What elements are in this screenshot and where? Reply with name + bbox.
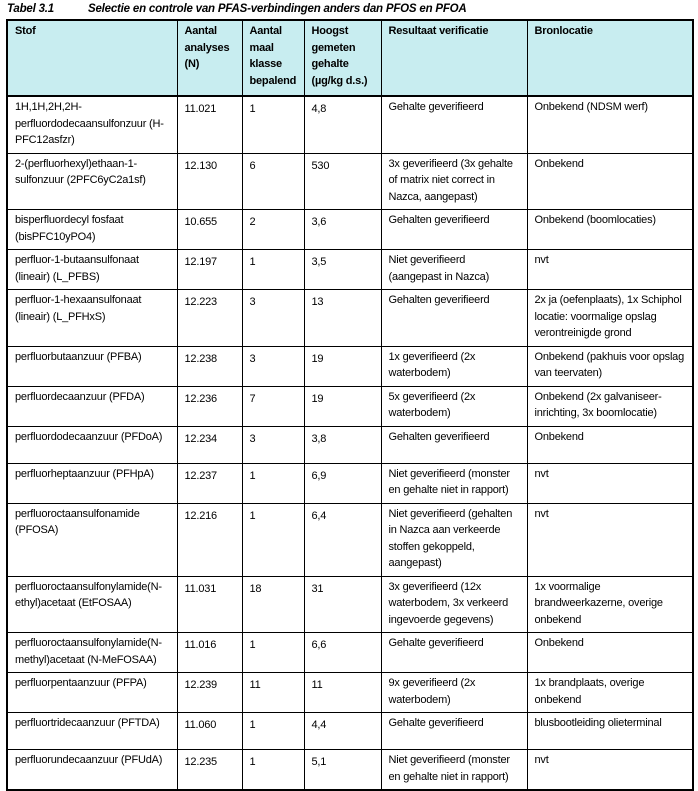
cell: perfluordecaanzuur (PFDA) — [7, 386, 177, 426]
column-header-4: Resultaat verificatie — [381, 20, 527, 96]
table-row — [7, 576, 693, 633]
cell: Gehalten geverifieerd — [381, 210, 527, 250]
column-header-5: Bronlocatie — [527, 20, 693, 96]
cell: Niet geverifieerd (aangepast in Nazca) — [381, 250, 527, 290]
column-header-1: Aantal analyses (N) — [177, 20, 242, 96]
cell: 1 — [242, 713, 304, 750]
pfas-table — [6, 19, 694, 791]
cell: 18 — [242, 576, 304, 633]
table-row — [7, 96, 693, 153]
cell: Onbekend (pakhuis voor opslag van teervaten) — [527, 346, 693, 386]
cell: 19 — [304, 386, 381, 426]
header-row — [7, 20, 693, 96]
cell: 5x geverifieerd (2x waterbodem) — [381, 386, 527, 426]
cell: 12.239 — [177, 673, 242, 713]
column-header-2: Aantal maal klasse bepalend — [242, 20, 304, 96]
table-row — [7, 673, 693, 713]
cell: 3 — [242, 426, 304, 463]
table-row — [7, 713, 693, 750]
cell: nvt — [527, 250, 693, 290]
cell: 1 — [242, 503, 304, 576]
cell: 11.060 — [177, 713, 242, 750]
cell: Gehalte geverifieerd — [381, 96, 527, 153]
cell: Onbekend (NDSM werf) — [527, 96, 693, 153]
table-row — [7, 750, 693, 791]
cell: Gehalten geverifieerd — [381, 290, 527, 347]
table-row — [7, 290, 693, 347]
cell: 11 — [304, 673, 381, 713]
cell: perfluoroctaansulfonamide (PFOSA) — [7, 503, 177, 576]
cell: 12.236 — [177, 386, 242, 426]
cell: 5,1 — [304, 750, 381, 791]
cell: Onbekend — [527, 426, 693, 463]
cell: 1x voormalige brandweerkazerne, overige onbekend — [527, 576, 693, 633]
cell: nvt — [527, 750, 693, 791]
table-row — [7, 346, 693, 386]
cell: 7 — [242, 386, 304, 426]
cell: perfluortridecaanzuur (PFTDA) — [7, 713, 177, 750]
cell: 6,4 — [304, 503, 381, 576]
cell: 3 — [242, 346, 304, 386]
pfas-table-body — [7, 96, 693, 790]
cell: 2-(perfluorhexyl)ethaan-1-sulfonzuur (2PFC6yC2a1sf) — [7, 153, 177, 210]
cell: Gehalte geverifieerd — [381, 713, 527, 750]
cell: 3,5 — [304, 250, 381, 290]
cell: perfluorbutaanzuur (PFBA) — [7, 346, 177, 386]
table-row — [7, 463, 693, 503]
cell: nvt — [527, 503, 693, 576]
cell: perfluorheptaanzuur (PFHpA) — [7, 463, 177, 503]
cell: 3x geverifieerd (3x gehalte of matrix niet correct in Nazca, aangepast) — [381, 153, 527, 210]
cell: perfluoroctaansulfonylamide(N-methyl)acetaat (N-MeFOSAA) — [7, 633, 177, 673]
cell: perfluorundecaanzuur (PFUdA) — [7, 750, 177, 791]
cell: 1 — [242, 633, 304, 673]
cell: 10.655 — [177, 210, 242, 250]
cell: 11.021 — [177, 96, 242, 153]
cell: 31 — [304, 576, 381, 633]
cell: 1x geverifieerd (2x waterbodem) — [381, 346, 527, 386]
cell: Niet geverifieerd (gehalten in Nazca aan verkeerde stoffen gekoppeld, aangepast) — [381, 503, 527, 576]
cell: 12.237 — [177, 463, 242, 503]
column-header-3: Hoogst gemeten gehalte (µg/kg d.s.) — [304, 20, 381, 96]
cell: 1 — [242, 463, 304, 503]
pfas-table-header — [7, 20, 693, 96]
table-row — [7, 250, 693, 290]
cell: 2x ja (oefenplaats), 1x Schiphol locatie: voormalige opslag verontreinigde grond — [527, 290, 693, 347]
cell: 530 — [304, 153, 381, 210]
cell: 3x geverifieerd (12x waterbodem, 3x verkeerd ingevoerde gegevens) — [381, 576, 527, 633]
cell: perfluorpentaanzuur (PFPA) — [7, 673, 177, 713]
cell: 12.223 — [177, 290, 242, 347]
cell: Niet geverifieerd (monster en gehalte niet in rapport) — [381, 463, 527, 503]
cell: perfluor-1-butaansulfonaat (lineair) (L_PFBS) — [7, 250, 177, 290]
table-row — [7, 426, 693, 463]
table-caption — [7, 3, 698, 15]
cell: 9x geverifieerd (2x waterbodem) — [381, 673, 527, 713]
cell: nvt — [527, 463, 693, 503]
cell: 6,9 — [304, 463, 381, 503]
table-row — [7, 503, 693, 576]
cell: 19 — [304, 346, 381, 386]
table-caption-text: Selectie en controle van PFAS-verbindingen anders dan PFOS en PFOA — [88, 3, 467, 15]
cell: 12.235 — [177, 750, 242, 791]
cell: 12.130 — [177, 153, 242, 210]
cell: 3 — [242, 290, 304, 347]
cell: 6 — [242, 153, 304, 210]
cell: 12.216 — [177, 503, 242, 576]
cell: 4,4 — [304, 713, 381, 750]
cell: 11.031 — [177, 576, 242, 633]
cell: 11.016 — [177, 633, 242, 673]
table-row — [7, 633, 693, 673]
cell: 3,8 — [304, 426, 381, 463]
cell: 1H,1H,2H,2H-perfluordodecaansulfonzuur (H-PFC12asfzr) — [7, 96, 177, 153]
cell: blusbootleiding olieterminal — [527, 713, 693, 750]
cell: 12.238 — [177, 346, 242, 386]
column-header-0: Stof — [7, 20, 177, 96]
cell: Onbekend — [527, 153, 693, 210]
cell: bisperfluordecyl fosfaat (bisPFC10yPO4) — [7, 210, 177, 250]
cell: perfluor-1-hexaansulfonaat (lineair) (L_PFHxS) — [7, 290, 177, 347]
cell: Niet geverifieerd (monster en gehalte niet in rapport) — [381, 750, 527, 791]
cell: 1 — [242, 96, 304, 153]
cell: 12.197 — [177, 250, 242, 290]
cell: perfluoroctaansulfonylamide(N-ethyl)acetaat (EtFOSAA) — [7, 576, 177, 633]
cell: perfluordodecaanzuur (PFDoA) — [7, 426, 177, 463]
cell: 4,8 — [304, 96, 381, 153]
cell: 3,6 — [304, 210, 381, 250]
cell: Onbekend (2x galvaniseer-inrichting, 3x boomlocatie) — [527, 386, 693, 426]
cell: 1 — [242, 750, 304, 791]
cell: Onbekend (boomlocaties) — [527, 210, 693, 250]
cell: 1 — [242, 250, 304, 290]
cell: Onbekend — [527, 633, 693, 673]
table-row — [7, 386, 693, 426]
cell: 11 — [242, 673, 304, 713]
table-row — [7, 153, 693, 210]
cell: 6,6 — [304, 633, 381, 673]
cell: Gehalte geverifieerd — [381, 633, 527, 673]
cell: Gehalten geverifieerd — [381, 426, 527, 463]
table-row — [7, 210, 693, 250]
cell: 2 — [242, 210, 304, 250]
table-caption-label: Tabel 3.1 — [7, 3, 54, 15]
cell: 13 — [304, 290, 381, 347]
cell: 1x brandplaats, overige onbekend — [527, 673, 693, 713]
cell: 12.234 — [177, 426, 242, 463]
